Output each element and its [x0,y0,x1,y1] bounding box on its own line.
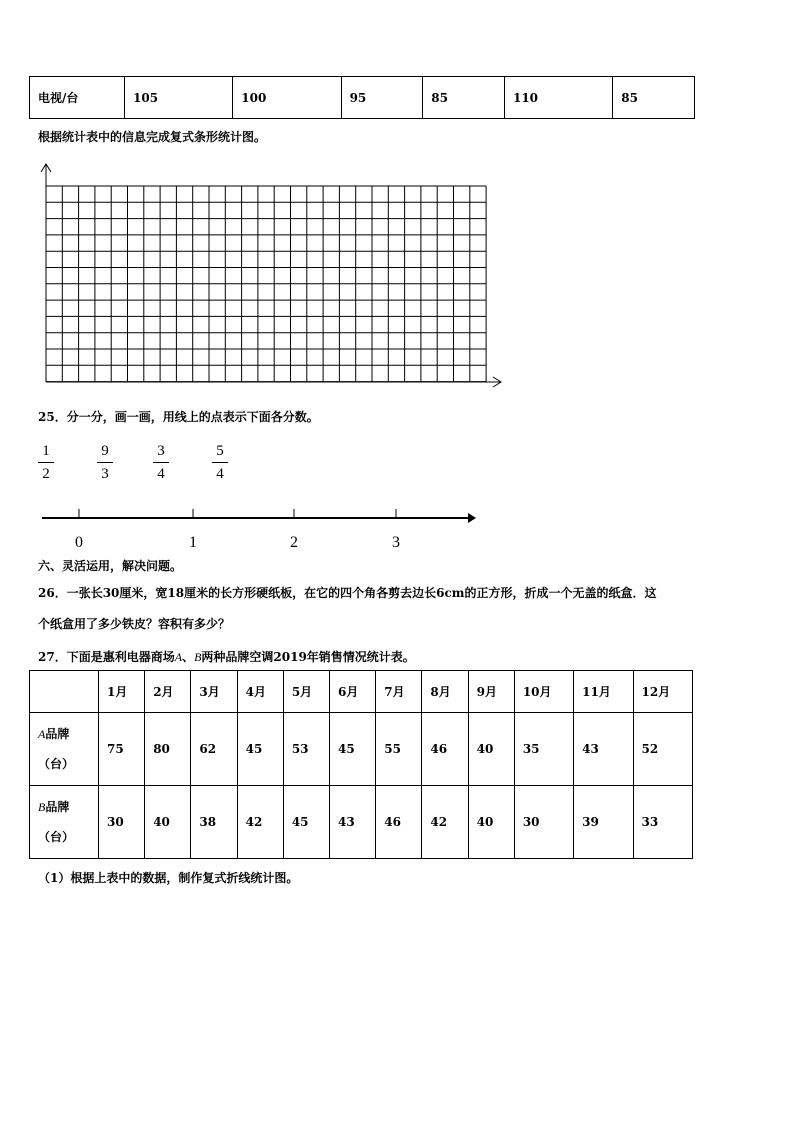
fraction-1 [38,442,54,483]
separator: 、 [182,650,195,664]
table-row [30,786,693,859]
section-heading: 六、灵活运用，解决问题。 [38,559,183,573]
table-cell: 80 [145,713,191,786]
month-header: 2月 [145,671,191,713]
fraction-4 [212,442,228,483]
table-cell: 40 [468,713,514,786]
month-header: 4月 [237,671,283,713]
x-axis [46,377,501,387]
fraction-bar [212,462,228,463]
fraction-bar [153,462,169,463]
table-cell: 43 [330,786,376,859]
number-line [36,504,486,554]
tick-label: 2 [290,534,298,551]
brand-word: 品牌 [45,727,70,741]
table-cell: 85 [613,77,695,119]
brand-letter: B [38,800,46,814]
fraction-bar [38,462,54,463]
table-cell: 100 [233,77,341,119]
denominator: 2 [42,466,50,482]
question-26-line1: 26．一张长30厘米，宽18厘米的长方形硬纸板，在它的四个角各剪去边长6cm的正方形，折成一个无盖的纸盒．这 [38,586,657,600]
question-26-line2: 个纸盒用了多少铁皮？容积有多少？ [38,617,231,631]
table-cell: 75 [99,713,145,786]
table-cell: 45 [283,786,329,859]
table-cell: 42 [422,786,468,859]
month-header: 6月 [330,671,376,713]
numerator: 9 [101,443,109,459]
arrow-head [468,513,476,523]
table-cell: 30 [99,786,145,859]
table-row [30,713,693,786]
month-header: 9月 [468,671,514,713]
table-cell: 33 [633,786,692,859]
month-header: 12月 [633,671,692,713]
question-27-part1: （1）根据上表中的数据，制作复式折线统计图。 [38,871,299,885]
row-label: 电视/台 [30,77,125,119]
month-header: 8月 [422,671,468,713]
brand-a-label [30,713,99,786]
table-cell: 30 [514,786,573,859]
table-cell: 105 [125,77,233,119]
denominator: 3 [101,466,109,482]
month-header: 5月 [283,671,329,713]
brand-b-label [30,786,99,859]
fraction-bar [97,462,113,463]
brand-letter: A [38,727,46,741]
denominator: 4 [216,466,224,482]
fraction-2 [97,442,113,483]
table-cell: 39 [574,786,633,859]
month-header: 11月 [574,671,633,713]
unit-label: （台） [38,757,75,771]
brand-word: 品牌 [45,800,70,814]
month-header: 1月 [99,671,145,713]
q27-text: 两种品牌空调2019年销售情况统计表。 [201,650,415,664]
month-header: 7月 [376,671,422,713]
brand-a-letter: A [174,650,183,664]
brand-b-letter: B [194,650,202,664]
tick-label: 3 [392,534,400,551]
table-cell: 110 [504,77,612,119]
table-cell: 45 [330,713,376,786]
numerator: 3 [157,443,165,459]
tick-label: 1 [189,534,197,551]
table-cell: 46 [422,713,468,786]
table-cell: 52 [633,713,692,786]
table-cell: 38 [191,786,237,859]
table-row [30,77,695,119]
table-cell: 46 [376,786,422,859]
fraction-3 [153,442,169,483]
month-header: 10月 [514,671,573,713]
tick-label: 0 [75,534,83,551]
table-cell: 40 [145,786,191,859]
instruction-text: 根据统计表中的信息完成复式条形统计图。 [38,130,267,144]
table-header-row [30,671,693,713]
table-cell: 43 [574,713,633,786]
question-27 [38,648,415,665]
table-cell: 53 [283,713,329,786]
tv-sales-table [29,76,695,119]
denominator: 4 [157,466,165,482]
table-cell: 42 [237,786,283,859]
table-cell: 35 [514,713,573,786]
month-header: 3月 [191,671,237,713]
numerator: 5 [216,443,224,459]
sales-table [29,670,693,859]
table-cell: 40 [468,786,514,859]
grid-lines [46,186,486,382]
corner-cell [30,671,99,713]
table-cell: 95 [341,77,423,119]
unit-label: （台） [38,830,75,844]
question-25: 25．分一分，画一画，用线上的点表示下面各分数。 [38,410,319,424]
table-cell: 45 [237,713,283,786]
numerator: 1 [42,443,50,459]
q27-text: 27．下面是惠利电器商场 [38,650,175,664]
table-cell: 55 [376,713,422,786]
table-cell: 85 [423,77,505,119]
table-cell: 62 [191,713,237,786]
blank-grid-chart [36,160,506,390]
